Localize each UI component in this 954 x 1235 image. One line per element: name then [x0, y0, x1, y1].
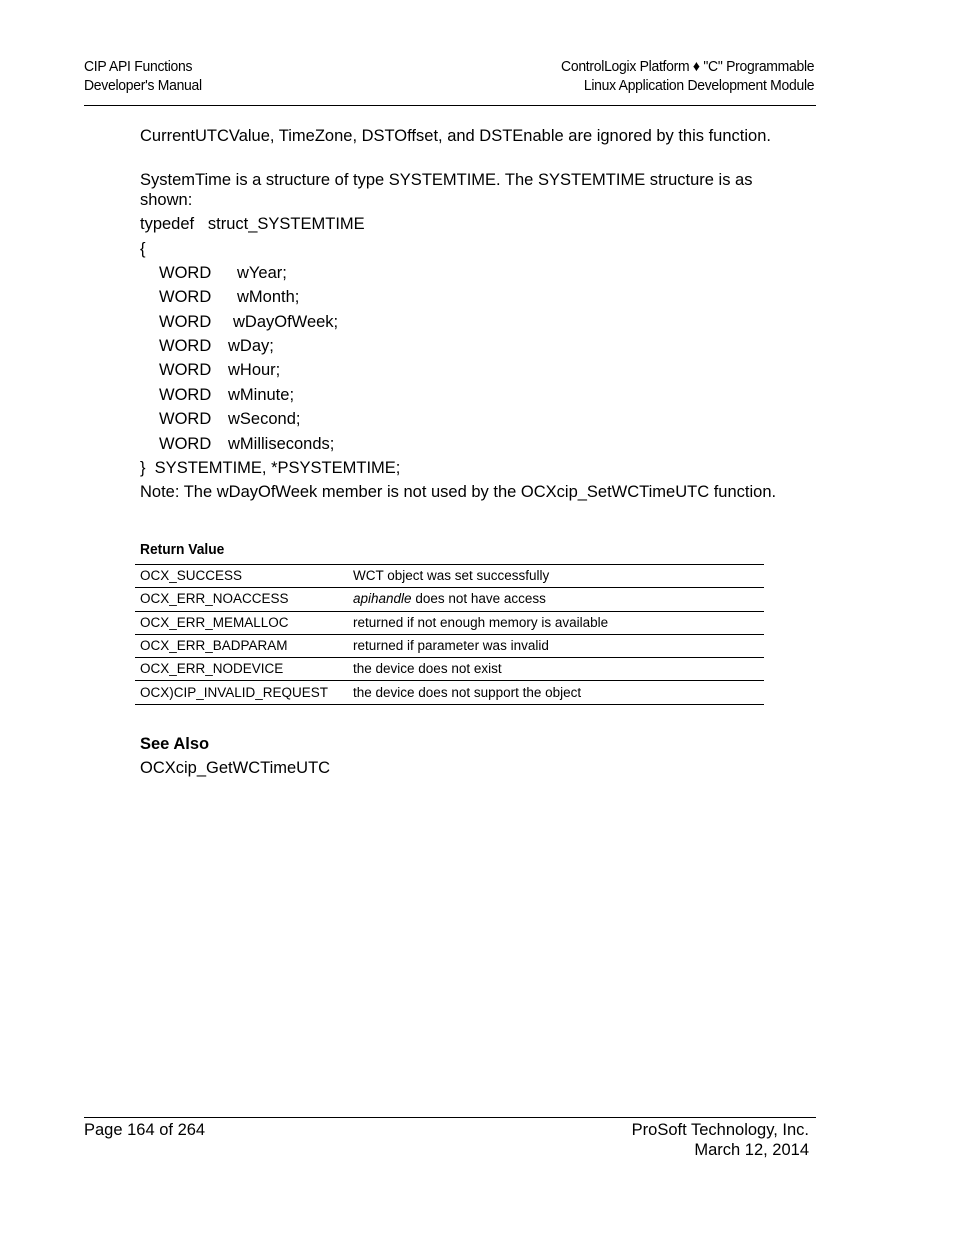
member-type: WORD [159, 313, 212, 331]
member-type: WORD [159, 361, 212, 379]
header-manual-title: Developer's Manual [84, 77, 202, 94]
member-type: WORD [159, 410, 212, 428]
return-description: the device does not support the object [348, 681, 764, 704]
member-type: WORD [159, 435, 212, 453]
member-name: wMilliseconds; [228, 435, 335, 453]
return-description: apihandle does not have access [348, 588, 764, 611]
footer-divider [84, 1117, 816, 1118]
note-paragraph: Note: The wDayOfWeek member is not used by the OCXcip_SetWCTimeUTC function. [140, 483, 777, 501]
typedef-line: typedef struct_SYSTEMTIME [140, 215, 365, 233]
header-section-title: CIP API Functions [84, 58, 193, 75]
return-code: OCX)CIP_INVALID_REQUEST [135, 681, 348, 704]
header-divider [84, 105, 816, 106]
paragraph-systemtime: SystemTime is a structure of type SYSTEMTIME. The SYSTEMTIME structure is as shown: [140, 171, 753, 209]
member-name: wMinute; [228, 386, 295, 404]
return-description: the device does not exist [348, 658, 764, 681]
member-name: wMonth; [237, 288, 300, 306]
header-platform: ControlLogix Platform ♦ "C" Programmable [560, 58, 814, 75]
page-number: Page 164 of 264 [84, 1121, 206, 1139]
return-code: OCX_ERR_BADPARAM [135, 634, 348, 657]
table-row [135, 611, 764, 634]
return-description: WCT object was set successfully [348, 565, 764, 588]
table-row [135, 681, 764, 704]
return-description: returned if not enough memory is available [348, 611, 764, 634]
return-code: OCX_ERR_MEMALLOC [135, 611, 348, 634]
table-row [135, 565, 764, 588]
close-line: } SYSTEMTIME, *PSYSTEMTIME; [140, 459, 401, 477]
return-code: OCX_ERR_NOACCESS [135, 588, 348, 611]
return-value-heading: Return Value [140, 541, 225, 558]
see-also-link: OCXcip_GetWCTimeUTC [140, 759, 331, 777]
publication-date: March 12, 2014 [694, 1141, 809, 1159]
member-name: wYear; [237, 264, 287, 282]
header-module: Linux Application Development Module [583, 77, 814, 94]
header-left [84, 57, 202, 95]
member-type: WORD [159, 288, 212, 306]
table-row [135, 588, 764, 611]
return-code: OCX_SUCCESS [135, 565, 348, 588]
return-code: OCX_ERR_NODEVICE [135, 658, 348, 681]
member-name: wDayOfWeek; [233, 313, 339, 331]
paragraph-ignored-params: CurrentUTCValue, TimeZone, DSTOffset, and DSTEnable are ignored by this function. [140, 127, 771, 145]
member-name: wDay; [228, 337, 274, 355]
member-type: WORD [159, 264, 212, 282]
member-type: WORD [159, 337, 212, 355]
return-description: returned if parameter was invalid [348, 634, 764, 657]
table-row [135, 634, 764, 657]
company-name: ProSoft Technology, Inc. [631, 1121, 809, 1139]
member-name: wSecond; [228, 410, 301, 428]
footer-right [632, 1120, 809, 1160]
return-value-table [135, 564, 764, 705]
header-right [561, 57, 814, 95]
member-name: wHour; [228, 361, 281, 379]
see-also-heading: See Also [140, 735, 210, 753]
table-row [135, 658, 764, 681]
member-type: WORD [159, 386, 212, 404]
open-brace: { [140, 240, 146, 258]
